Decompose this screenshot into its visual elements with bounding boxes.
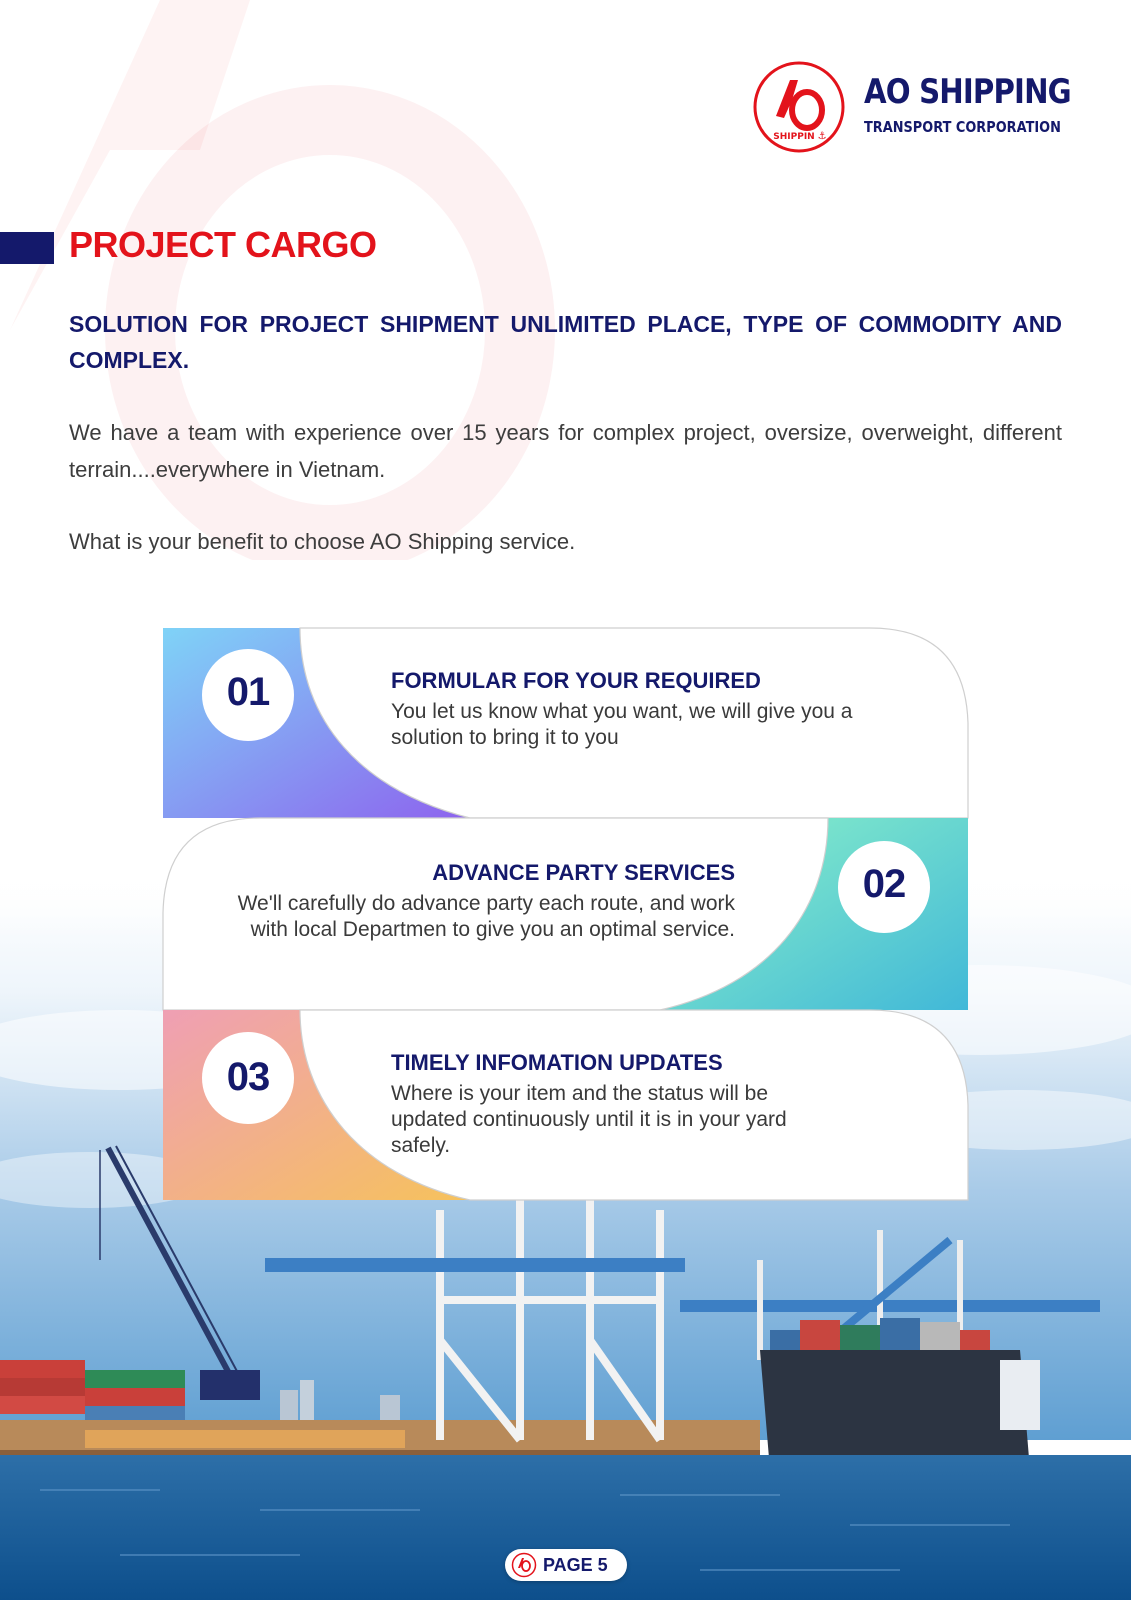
anchor-icon: ⚓ [817,131,827,142]
step-1-heading: FORMULAR FOR YOUR REQUIRED [391,668,761,693]
step-3-heading: TIMELY INFOMATION UPDATES [391,1050,723,1075]
step-3-number: 03 [226,1055,270,1099]
step-1-number: 01 [226,670,270,714]
step-2-heading: ADVANCE PARTY SERVICES [432,860,735,885]
page-title: PROJECT CARGO [69,224,377,265]
logo-text: SHIPPIN [773,132,815,142]
step-2-text: We'll carefully do advance party each route, and work with local Departmen to give you an optimal service. [237,892,735,941]
page-number: PAGE 5 [543,1555,608,1575]
mini-logo-icon [511,1552,537,1578]
step-3-text: Where is your item and the status will be updated continuously until it is in your yard safely. [391,1082,787,1157]
brand-name: AO SHIPPING [864,72,1071,112]
step-2-number: 02 [862,862,906,906]
step-1-text: You let us know what you want, we will give you a solution to bring it to you [391,700,853,749]
brand-subtitle: TRANSPORT CORPORATION [864,118,1061,136]
benefit-paragraph: What is your benefit to choose AO Shipping service. [69,529,576,554]
section-subtitle: SOLUTION FOR PROJECT SHIPMENT UNLIMITED PLACE, TYPE OF COMMODITY AND COMPLEX. [69,311,1062,373]
intro-paragraph: We have a team with experience over 15 years for complex project, oversize, overweight, different terrain....everywhere in Vietnam. [69,420,1062,482]
page-number-badge [505,1549,627,1581]
